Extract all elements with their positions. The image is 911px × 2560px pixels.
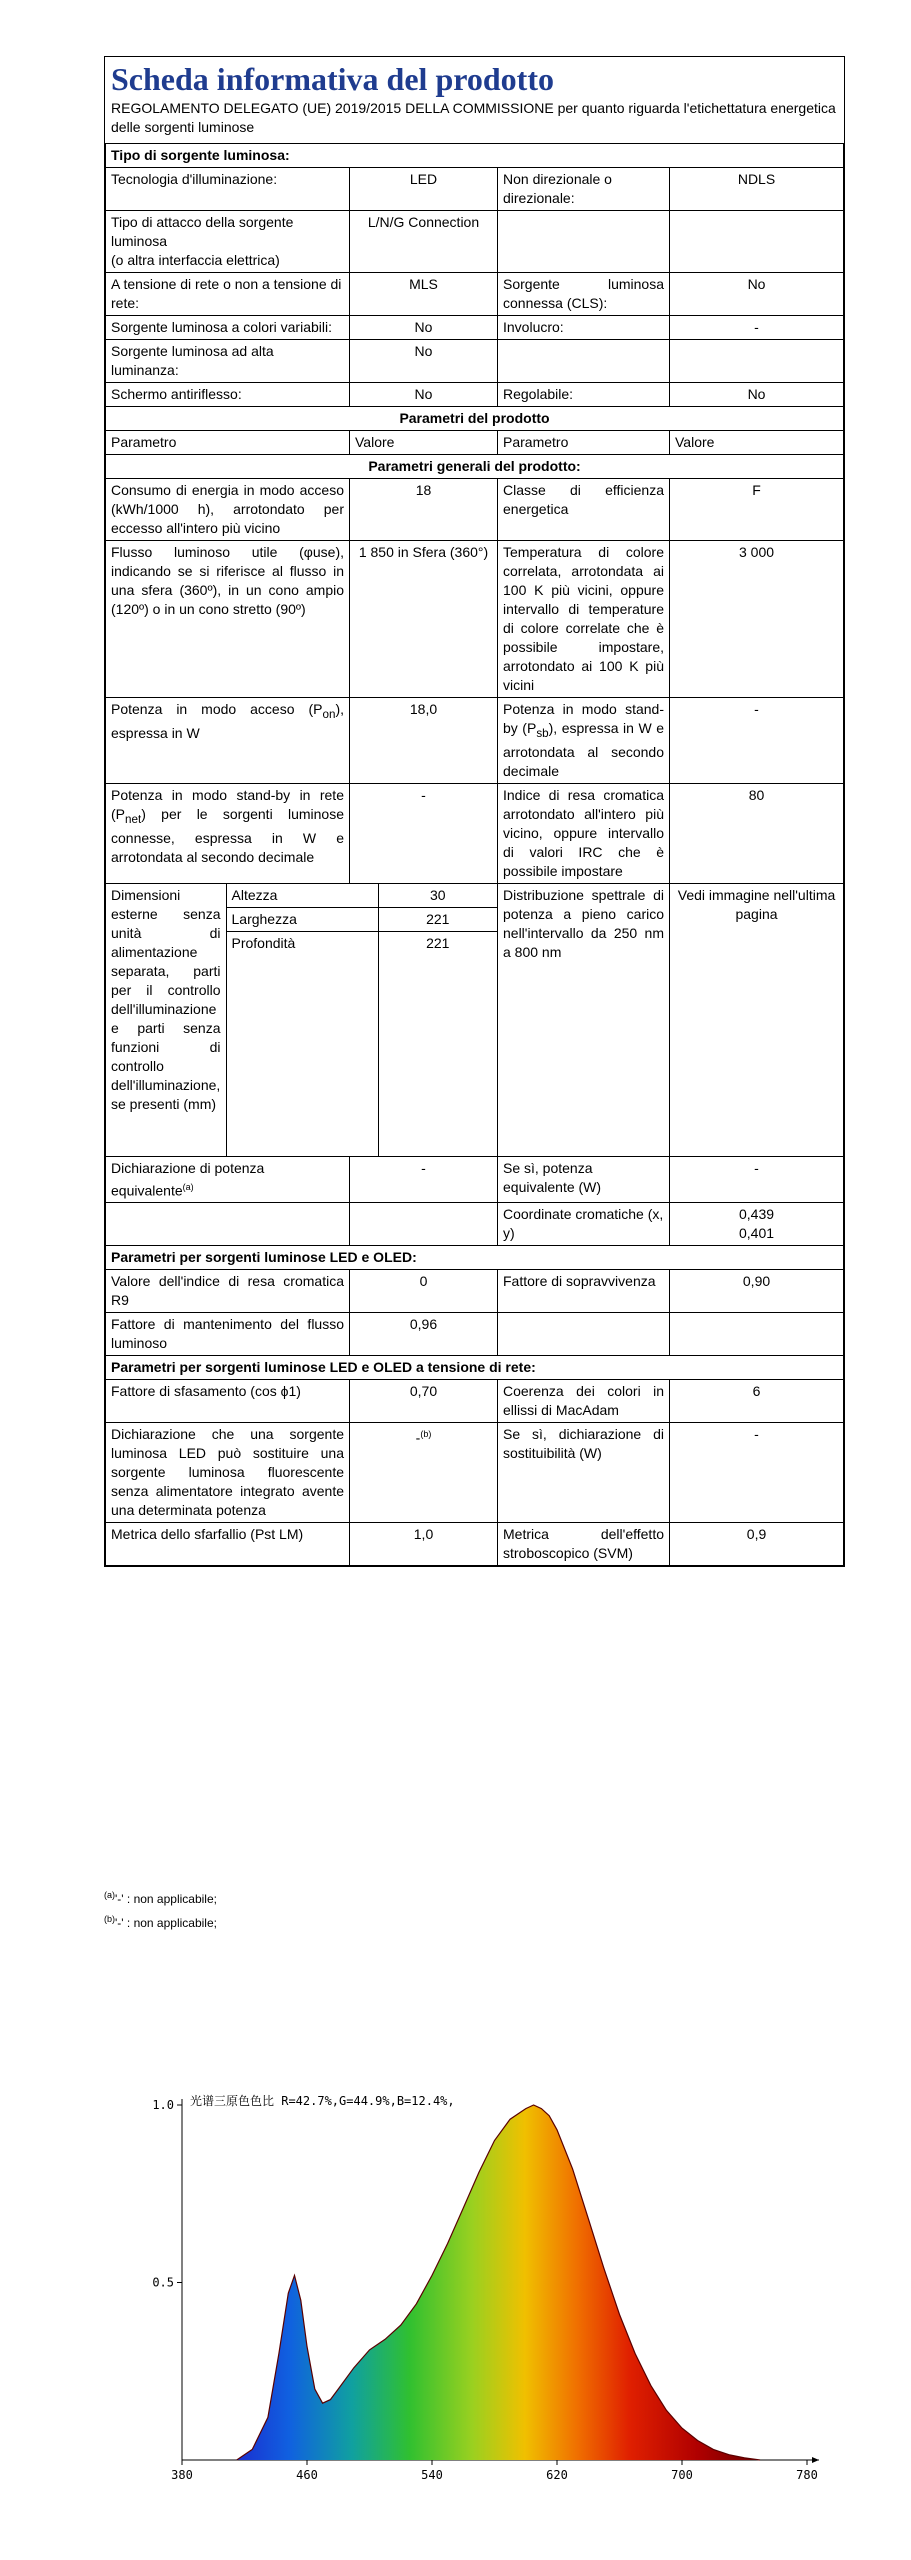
label-dimmable: Regolabile: <box>498 383 670 407</box>
value-cct: 3 000 <box>670 541 844 698</box>
label-equivalent-power: Se sì, potenza equivalente (W) <box>498 1156 670 1203</box>
value-spectral-distribution: Vedi immagine nell'ultima pagina <box>670 883 844 1156</box>
label-r9: Valore dell'indice di resa cromatica R9 <box>106 1270 350 1313</box>
value-cls: No <box>670 273 844 316</box>
table-header-row <box>106 431 844 455</box>
value-chromaticity: 0,439 0,401 <box>670 1203 844 1246</box>
section-light-source-type: Tipo di sorgente luminosa: <box>106 144 844 168</box>
table-row <box>106 1203 844 1246</box>
label-replacement-claim: Se sì, dichiarazione di sostituibilità (W) <box>498 1423 670 1523</box>
section-product-parameters: Parametri del prodotto <box>106 407 844 431</box>
table-row <box>106 1423 844 1523</box>
value-high-luminance: No <box>350 340 498 383</box>
label-network-standby-power: Potenza in modo stand-by in rete $(P_{net})$ per le sorgenti luminose connesse, espressa in W e arrotondata al secondo decimale <box>106 783 350 883</box>
spec-table <box>105 143 844 1566</box>
label-mains: A tensione di rete o non a tensione di rete: <box>106 273 350 316</box>
table-row <box>106 273 844 316</box>
value-cap-type: L/N/G Connection <box>350 211 498 273</box>
label-standby-power: Potenza in modo stand-by $(P_{sb})$, espressa in W e arrotondata al secondo decimale <box>498 698 670 784</box>
value-displacement-factor: 0,70 <box>350 1380 498 1423</box>
x-axis-arrow <box>812 2457 819 2463</box>
table-row <box>106 1523 844 1566</box>
label-displacement-factor: Fattore di sfasamento (cos ϕ1) <box>106 1380 350 1423</box>
value-r9: 0 <box>350 1270 498 1313</box>
section-led-parameters: Parametri per sorgenti luminose LED e OLED: <box>106 1246 844 1270</box>
label-cct: Temperatura di colore correlata, arrotondata ai 100 K più vicini, oppure intervallo di temperature di colore correlate che è possibile impostare, arrotondato ai 100 K più vicini <box>498 541 670 698</box>
spectral-distribution-chart <box>135 2085 825 2485</box>
label-spectral-distribution: Distribuzione spettrale di potenza a pieno carico nell'intervallo da 250 nm a 800 nm <box>498 883 670 1156</box>
x-tick-label: 620 <box>546 2468 568 2482</box>
label-envelope: Involucro: <box>498 316 670 340</box>
label-cls: Sorgente luminosa connessa (CLS): <box>498 273 670 316</box>
label-dimensions: Dimensioni esterne senza unità di alimentazione separata, parti per il controllo dell'illuminazione e parti senza funzioni di controllo dell'illuminazione, se presenti (mm) <box>106 884 226 1156</box>
y-tick-label: 0.5 <box>152 2275 174 2290</box>
label-fluorescent-replacement: Dichiarazione che una sorgente luminosa LED può sostituire una sorgente luminosa fluorescente senza alimentatore integrato avente una determinata potenza <box>106 1423 350 1523</box>
column-header-parameter: Parametro <box>106 431 350 455</box>
empty-cell <box>670 1313 844 1356</box>
value-color-consistency: 6 <box>670 1380 844 1423</box>
value-stroboscopic-metric: 0,9 <box>670 1523 844 1566</box>
table-row <box>106 168 844 211</box>
page-title: Scheda informativa del prodotto <box>111 61 554 97</box>
table-row <box>106 1313 844 1356</box>
value-directional: NDLS <box>670 168 844 211</box>
label-high-luminance: Sorgente luminosa ad alta luminanza: <box>106 340 350 383</box>
value-equivalent-power-claim: - <box>350 1156 498 1203</box>
product-info-sheet <box>104 56 845 1567</box>
table-row <box>106 698 844 784</box>
x-tick-label: 460 <box>296 2468 318 2482</box>
value-lumen-maintenance: 0,96 <box>350 1313 498 1356</box>
label-lumen-maintenance: Fattore di mantenimento del flusso luminoso <box>106 1313 350 1356</box>
table-row <box>106 1380 844 1423</box>
table-row <box>106 383 844 407</box>
table-row <box>106 211 844 273</box>
empty-cell <box>498 1313 670 1356</box>
empty-cell <box>670 340 844 383</box>
value-dimmable: No <box>670 383 844 407</box>
dimensions-cell <box>106 883 498 1156</box>
table-row <box>106 541 844 698</box>
value-fluorescent-replacement: -$^{(b)}$ <box>350 1423 498 1523</box>
value-network-standby-power: - <box>350 783 498 883</box>
label-useful-flux: Flusso luminoso utile (φuse), indicando se si riferisce al flusso in una sfera (360º), in un cono ampio (120º) o in un cono stretto (90º) <box>106 541 350 698</box>
value-flicker-metric: 1,0 <box>350 1523 498 1566</box>
footnotes <box>104 1885 217 1933</box>
value-cri: 80 <box>670 783 844 883</box>
label-flicker-metric: Metrica dello sfarfallio (Pst LM) <box>106 1523 350 1566</box>
value-width: 221 <box>378 907 497 931</box>
value-standby-power: - <box>670 698 844 784</box>
label-depth: Profondità <box>226 931 378 1156</box>
value-technology: LED <box>350 168 498 211</box>
value-height: 30 <box>378 884 497 908</box>
empty-cell <box>498 211 670 273</box>
value-energy-class: F <box>670 479 844 541</box>
empty-cell <box>350 1203 498 1246</box>
x-tick-label: 540 <box>421 2468 443 2482</box>
label-stroboscopic-metric: Metrica dell'effetto stroboscopico (SVM) <box>498 1523 670 1566</box>
x-tick-label: 380 <box>171 2468 193 2482</box>
label-cap-type: Tipo di attacco della sorgente luminosa (o altra interfaccia elettrica) <box>106 211 350 273</box>
label-height: Altezza <box>226 884 378 908</box>
table-row <box>106 479 844 541</box>
empty-cell <box>106 1203 350 1246</box>
label-technology: Tecnologia d'illuminazione: <box>106 168 350 211</box>
value-equivalent-power: - <box>670 1156 844 1203</box>
table-row <box>106 316 844 340</box>
table-row <box>106 340 844 383</box>
label-chromaticity: Coordinate cromatiche (x, y) <box>498 1203 670 1246</box>
value-envelope: - <box>670 316 844 340</box>
column-header-value: Valore <box>350 431 498 455</box>
footnote: $^{(a)}$'-' : non applicabile; <box>104 1890 217 1906</box>
table-row <box>106 783 844 883</box>
label-survival-factor: Fattore di sopravvivenza <box>498 1270 670 1313</box>
section-general-parameters: Parametri generali del prodotto: <box>106 455 844 479</box>
label-cri: Indice di resa cromatica arrotondato all'intero più vicino, oppure intervallo di valori IRC che è possibile impostare <box>498 783 670 883</box>
chart-title: 光谱三原色色比 R=42.7%,G=44.9%,B=12.4%, <box>190 2094 455 2108</box>
value-color-tunable: No <box>350 316 498 340</box>
x-tick-label: 700 <box>671 2468 693 2482</box>
label-width: Larghezza <box>226 907 378 931</box>
label-color-tunable: Sorgente luminosa a colori variabili: <box>106 316 350 340</box>
value-anti-glare: No <box>350 383 498 407</box>
spectrum-area <box>237 2105 760 2460</box>
table-row <box>106 1270 844 1313</box>
label-on-mode-power: Potenza in modo acceso $(P_{on})$, espressa in W <box>106 698 350 784</box>
table-row <box>106 1156 844 1203</box>
section-mains-led-parameters: Parametri per sorgenti luminose LED e OLED a tensione di rete: <box>106 1356 844 1380</box>
footnote: $^{(b)}$'-' : non applicabile; <box>104 1914 217 1930</box>
label-anti-glare: Schermo antiriflesso: <box>106 383 350 407</box>
column-header-value: Valore <box>670 431 844 455</box>
value-depth: 221 <box>378 931 497 1156</box>
column-header-parameter: Parametro <box>498 431 670 455</box>
x-tick-label: 780 <box>796 2468 818 2482</box>
value-mains: MLS <box>350 273 498 316</box>
value-energy-consumption: 18 <box>350 479 498 541</box>
y-tick-label: 1.0 <box>152 2098 174 2112</box>
empty-cell <box>498 340 670 383</box>
value-survival-factor: 0,90 <box>670 1270 844 1313</box>
value-on-mode-power: 18,0 <box>350 698 498 784</box>
value-replacement-claim: - <box>670 1423 844 1523</box>
label-equivalent-power-claim: Dichiarazione di potenza equivalente$^{(a)}$ <box>106 1156 350 1203</box>
label-energy-consumption: Consumo di energia in modo acceso (kWh/1000 h), arrotondato per eccesso all'intero più vicino <box>106 479 350 541</box>
label-directional: Non direzionale o direzionale: <box>498 168 670 211</box>
table-row <box>106 883 844 1156</box>
label-color-consistency: Coerenza dei colori in ellissi di MacAdam <box>498 1380 670 1423</box>
empty-cell <box>670 211 844 273</box>
label-energy-class: Classe di efficienza energetica <box>498 479 670 541</box>
regulation-subtitle: REGOLAMENTO DELEGATO (UE) 2019/2015 DELLA COMMISSIONE per quanto riguarda l'etichettatura energetica delle sorgenti luminose <box>111 100 836 135</box>
value-useful-flux: 1 850 in Sfera (360°) <box>350 541 498 698</box>
